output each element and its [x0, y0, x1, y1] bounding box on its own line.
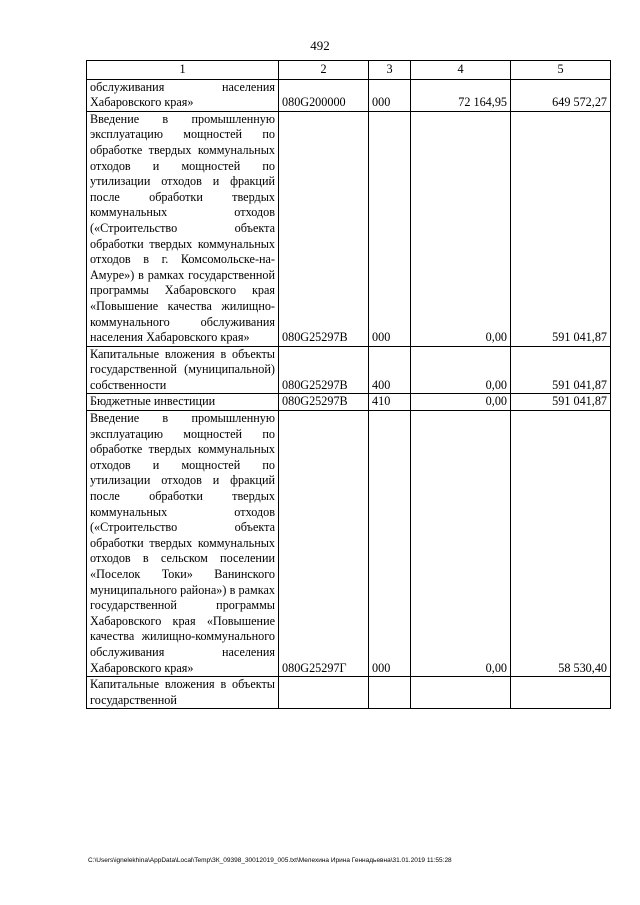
- row-code: 080G25297В: [279, 111, 369, 346]
- table-row: [87, 346, 611, 394]
- row-col4: 0,00: [411, 346, 511, 394]
- row-col4: 72 164,95: [411, 79, 511, 111]
- row-code: 080G25297В: [279, 346, 369, 394]
- table-header-row: [87, 61, 611, 80]
- table-row: [87, 111, 611, 346]
- row-col5: [511, 677, 611, 709]
- row-name: Введение в промышленную эксплуатацию мощностей по обработке твердых коммунальных отходов и мощностей по утилизации отходов и фракций после обработки твердых коммунальных отходов («Строительство объекта обработки твердых коммунальных отходов в сельском поселении «Поселок Токи» Ванинского муниципального района») в рамках государственной программы Хабаровского края «Повышение качества жилищно-коммунального обслуживания населения Хабаровского края»: [87, 411, 279, 677]
- header-col-4: 4: [411, 61, 511, 80]
- budget-table: [86, 60, 611, 709]
- row-col4: 0,00: [411, 111, 511, 346]
- row-col5: 591 041,87: [511, 111, 611, 346]
- row-col5: 58 530,40: [511, 411, 611, 677]
- row-name: Введение в промышленную эксплуатацию мощностей по обработке твердых коммунальных отходов и мощностей по утилизации отходов и фракций после обработки твердых коммунальных отходов («Строительство объекта обработки твердых коммунальных отходов в г. Комсомольске-на-Амуре») в рамках государственной программы Хабаровского края «Повышение качества жилищно-коммунального обслуживания населения Хабаровского края»: [87, 111, 279, 346]
- row-col5: 591 041,87: [511, 346, 611, 394]
- row-name: обслуживания населения Хабаровского края»: [87, 79, 279, 111]
- header-col-3: 3: [369, 61, 411, 80]
- page-number: 492: [310, 38, 330, 53]
- row-col4: 0,00: [411, 411, 511, 677]
- row-col4: 0,00: [411, 394, 511, 411]
- row-type: 000: [369, 79, 411, 111]
- row-type: 000: [369, 411, 411, 677]
- footer-file-path: C:\Users\ignelekhina\AppData\Local\Temp\ЗК_09398_30012019_005.txt\Мелехина Ирина Геннадьевна\31.01.2019 11:55:28: [88, 857, 452, 864]
- row-type: 000: [369, 111, 411, 346]
- row-name: Бюджетные инвестиции: [87, 394, 279, 411]
- table-row: [87, 394, 611, 411]
- row-col4: [411, 677, 511, 709]
- row-col5: 649 572,27: [511, 79, 611, 111]
- table-row: [87, 411, 611, 677]
- table-row: [87, 677, 611, 709]
- row-type: [369, 677, 411, 709]
- row-col5: 591 041,87: [511, 394, 611, 411]
- row-code: 080G200000: [279, 79, 369, 111]
- header-col-5: 5: [511, 61, 611, 80]
- row-type: 400: [369, 346, 411, 394]
- row-code: [279, 677, 369, 709]
- header-col-2: 2: [279, 61, 369, 80]
- table-row: [87, 79, 611, 111]
- row-name: Капитальные вложения в объекты государственной (муниципальной) собственности: [87, 346, 279, 394]
- row-name: Капитальные вложения в объекты государственной: [87, 677, 279, 709]
- row-type: 410: [369, 394, 411, 411]
- row-code: 080G25297Г: [279, 411, 369, 677]
- row-code: 080G25297В: [279, 394, 369, 411]
- header-col-1: 1: [87, 61, 279, 80]
